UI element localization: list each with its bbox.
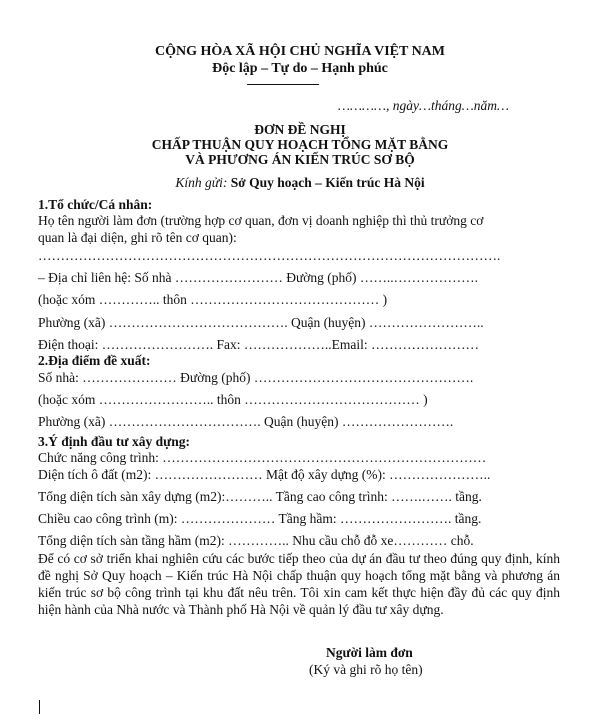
country-name: CỘNG HÒA XÃ HỘI CHỦ NGHĨA VIỆT NAM: [154, 44, 445, 59]
text-cursor: [39, 700, 40, 714]
section1-heading: 1.Tổ chức/Cá nhân:: [38, 197, 153, 212]
floor-area-storeys: Tổng diện tích sàn xây dựng (m2):……….. Tầng cao công trình: …….……. tầng.: [38, 489, 482, 504]
site-house-street: Số nhà: ………………… Đường (phố) ………………………………………….: [38, 370, 474, 385]
recipient-name: Sở Quy hoạch – Kiến trúc Hà Nội: [230, 175, 425, 190]
motto: Độc lập – Tự do – Hạnh phúc: [212, 61, 388, 76]
document-subtitle-2: VÀ PHƯƠNG ÁN KIẾN TRÚC SƠ BỘ: [185, 152, 415, 167]
applicant-name-dots: ………………………………………………………………………………………….: [38, 248, 501, 263]
phone-fax-email: Điện thoại: ……………………. Fax: ………………..Email: ……………………: [38, 337, 479, 352]
recipient: [0, 175, 600, 191]
ward-district-line: Phường (xã) …………………………………. Quận (huyện) ……………………..: [38, 315, 484, 330]
date-line: …………, ngày…tháng…năm…: [338, 98, 510, 113]
closing-paragraph: Để có cơ sở triển khai nghiên cứu các bước tiếp theo của dự án đầu tư theo đúng quy định, kính đề nghị Sở Quy hoạch – Kiến trúc Hà Nội chấp thuận quy hoạch tổng mặt bằng và phương án kiến trúc sơ bộ công trình tại khu đất nêu trên. Tôi xin cam kết thực hiện đầy đủ các quy định hiện hành của Nhà nước và Thành phố Hà Nội về quản lý đầu tư xây dựng.: [38, 551, 560, 617]
document-title: ĐƠN ĐỀ NGHỊ: [254, 122, 346, 137]
basement-area-parking: Tổng diện tích sàn tầng hầm (m2): ………….. Nhu cầu chỗ đỗ xe………… chỗ.: [38, 533, 474, 548]
signature-title: Người làm đơn: [326, 645, 413, 660]
document-subtitle-1: CHẤP THUẬN QUY HOẠCH TỔNG MẶT BẰNG: [151, 137, 449, 152]
site-hamlet: (hoặc xóm …………………….. thôn ………………………………… ): [38, 392, 428, 407]
motto-underline: [247, 84, 319, 85]
signature-note: (Ký và ghi rõ họ tên): [309, 662, 423, 677]
building-function: Chức năng công trình: ………………………………………………………………: [38, 450, 487, 465]
contact-address: – Địa chỉ liên hệ: Số nhà …………………… Đường (phố) ……..……………….: [38, 270, 479, 285]
recipient-label: Kính gửi:: [175, 175, 228, 190]
height-basements: Chiều cao công trình (m): ………………… Tầng hầm: ……………………. tầng.: [38, 511, 482, 526]
section3-heading: 3.Ý định đầu tư xây dựng:: [38, 434, 191, 449]
hamlet-line: (hoặc xóm ………….. thôn …………………………………… ): [38, 292, 388, 307]
land-area-density: Diện tích ô đất (m2): …………………… Mật độ xây dựng (%): …………………..: [38, 467, 491, 482]
applicant-line-1: Họ tên người làm đơn (trường hợp cơ quan, đơn vị doanh nghiệp thì thủ trưởng cơ: [38, 213, 484, 228]
applicant-line-2: quan là đại diện, ghi rõ tên cơ quan):: [38, 230, 237, 245]
section2-heading: 2.Địa điểm đề xuất:: [38, 353, 151, 368]
site-ward-district: Phường (xã) ……………………………. Quận (huyện) …………………….: [38, 414, 454, 429]
